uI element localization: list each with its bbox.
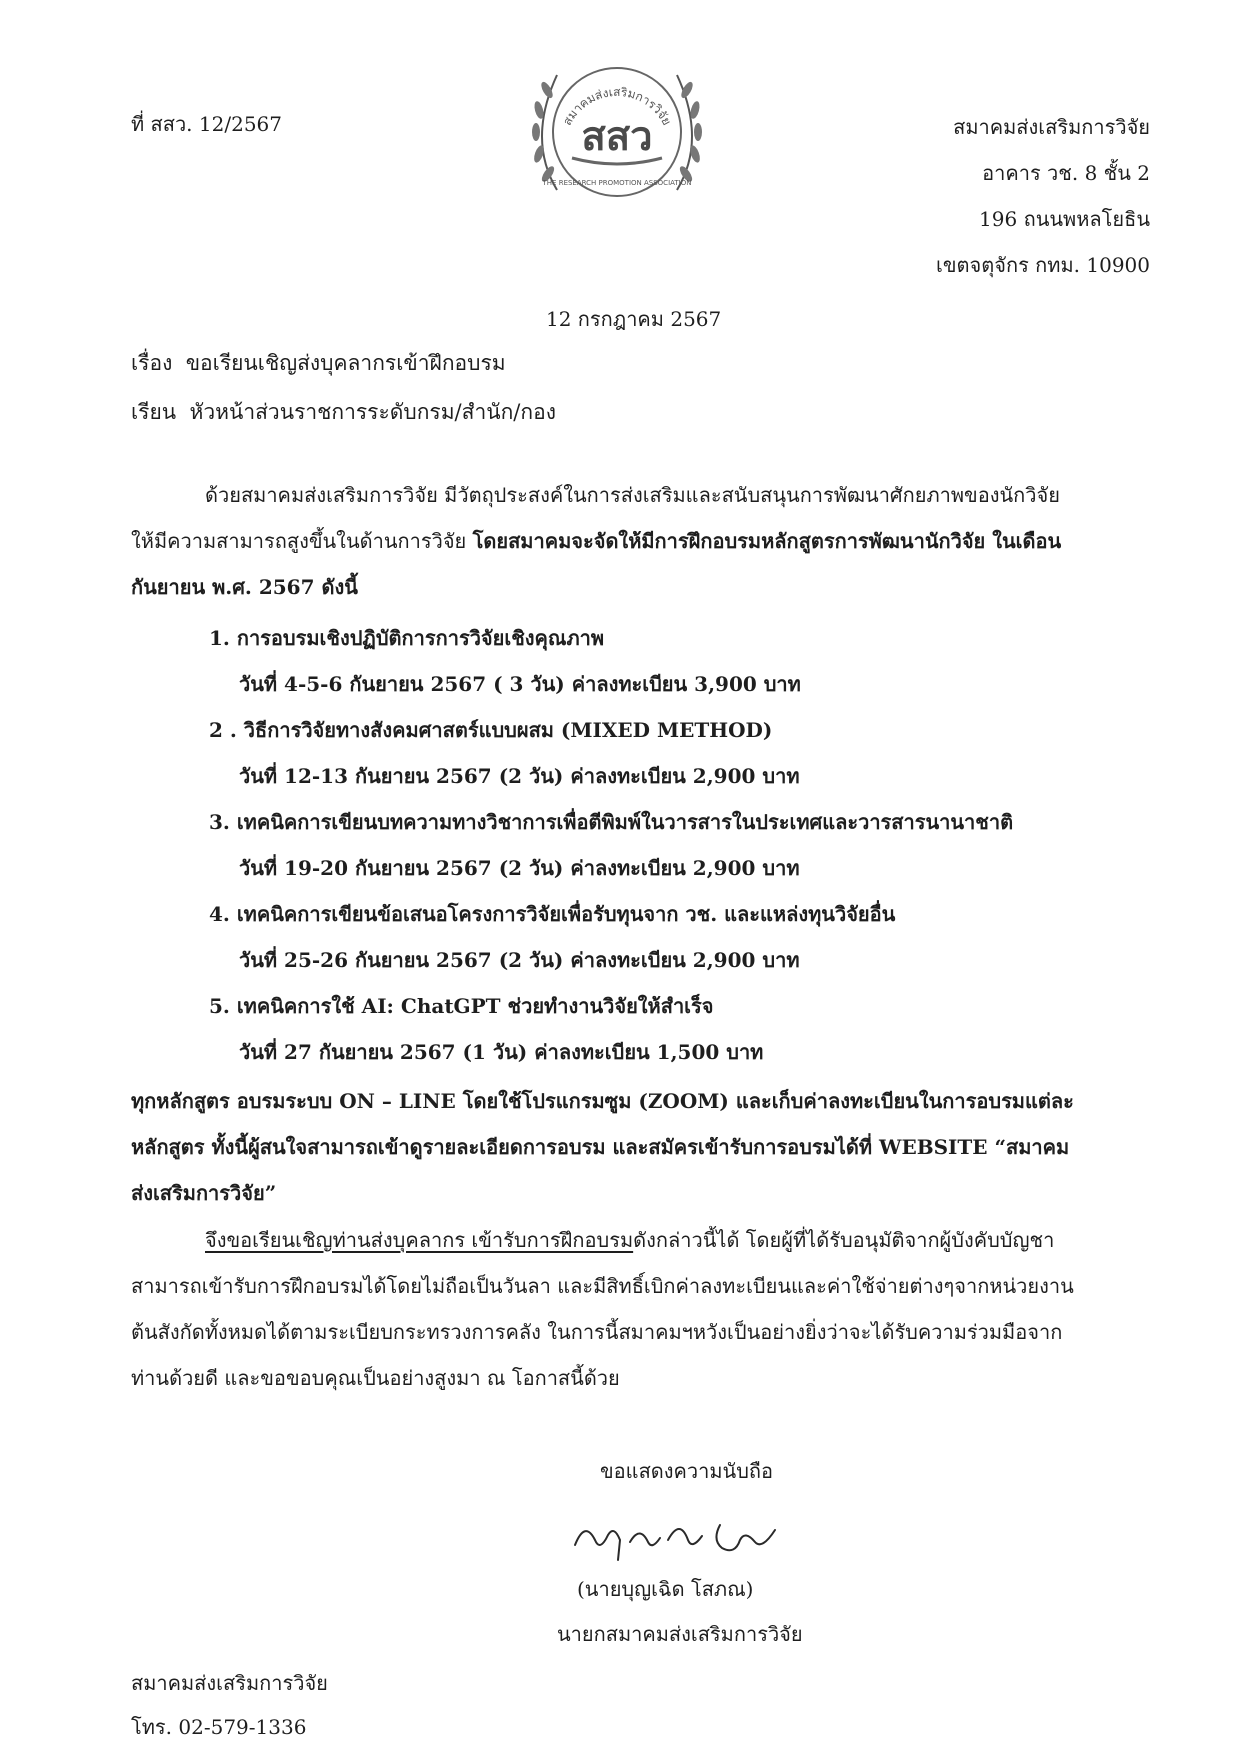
- subject-line: [131, 347, 506, 380]
- sender-address: [936, 104, 1150, 288]
- reference-number: ที่ สสว. 12/2567: [131, 112, 282, 136]
- course-item: [209, 707, 800, 799]
- online-note-line: ส่งเสริมการวิจัย”: [131, 1181, 277, 1205]
- logo-english-arc: THE RESEARCH PROMOTION ASSOCIATION: [542, 179, 692, 187]
- invitation-line-part: ดังกล่าวนี้ได้ โดยผู้ที่ได้รับอนุมัติจากผู้บังคับบัญชา: [633, 1228, 1055, 1252]
- course-item: [209, 983, 763, 1075]
- logo-thai-arc: สมาคมส่งเสริมการวิจัย: [560, 84, 674, 128]
- course-detail: วันที่ 19-20 กันยายน 2567 (2 วัน) ค่าลงทะเบียน 2,900 บาท: [239, 856, 800, 880]
- recipient-label: เรียน: [131, 400, 177, 424]
- course-item: [209, 891, 895, 983]
- course-detail: วันที่ 25-26 กันยายน 2567 (2 วัน) ค่าลงทะเบียน 2,900 บาท: [239, 948, 800, 972]
- logo-abbreviation: สสว: [581, 114, 653, 160]
- course-title: 1. การอบรมเชิงปฏิบัติการการวิจัยเชิงคุณภาพ: [209, 626, 605, 650]
- signatory-name: (นายบุญเฉิด โสภณ): [577, 1577, 754, 1601]
- address-line: เขตจตุจักร กทม. 10900: [936, 253, 1150, 277]
- course-detail: วันที่ 27 กันยายน 2567 (1 วัน) ค่าลงทะเบียน 1,500 บาท: [239, 1040, 764, 1064]
- intro-line: ด้วยสมาคมส่งเสริมการวิจัย มีวัตถุประสงค์ในการส่งเสริมและสนับสนุนการพัฒนาศักยภาพของนักวิจัย: [205, 483, 1060, 507]
- invitation-line: สามารถเข้ารับการฝึกอบรมได้โดยไม่ถือเป็นวันลา และมีสิทธิ์เบิกค่าลงทะเบียนและค่าใช้จ่ายต่างๆจากหน่วยงาน: [131, 1274, 1074, 1298]
- closing-salutation: ขอแสดงความนับถือ: [600, 1459, 774, 1483]
- signatory-position: นายกสมาคมส่งเสริมการวิจัย: [557, 1622, 803, 1646]
- course-item: [209, 615, 801, 707]
- recipient-text: หัวหน้าส่วนราชการระดับกรม/สำนัก/กอง: [189, 400, 556, 424]
- course-title: 3. เทคนิคการเขียนบทความทางวิชาการเพื่อตีพิมพ์ในวารสารในประเทศและวารสารนานาชาติ: [209, 810, 1014, 834]
- online-note: [131, 1078, 1151, 1216]
- address-line: สมาคมส่งเสริมการวิจัย: [953, 115, 1150, 139]
- footer-phone: โทร. 02-579-1336: [131, 1715, 307, 1739]
- signature-image: [570, 1500, 790, 1570]
- footer-organization: สมาคมส่งเสริมการวิจัย: [131, 1671, 328, 1695]
- recipient-line: [131, 396, 556, 429]
- course-title: 2 . วิธีการวิจัยทางสังคมศาสตร์แบบผสม (MIXED METHOD): [209, 718, 773, 742]
- subject-label: เรื่อง: [131, 351, 173, 375]
- course-detail: วันที่ 12-13 กันยายน 2567 (2 วัน) ค่าลงทะเบียน 2,900 บาท: [239, 764, 800, 788]
- invitation-line: ท่านด้วยดี และขอขอบคุณเป็นอย่างสูงมา ณ โอกาสนี้ด้วย: [131, 1366, 620, 1390]
- online-note-line: ทุกหลักสูตร อบรมระบบ ON – LINE โดยใช้โปรแกรมซูม (ZOOM) และเก็บค่าลงทะเบียนในการอบรมแต่ละ: [131, 1089, 1074, 1113]
- invitation-line: ต้นสังกัดทั้งหมดได้ตามระเบียบกระทรวงการคลัง ในการนี้สมาคมฯหวังเป็นอย่างยิ่งว่าจะได้รับความร่วมมือจาก: [131, 1320, 1063, 1344]
- online-note-line: หลักสูตร ทั้งนี้ผู้สนใจสามารถเข้าดูรายละเอียดการอบรม และสมัครเข้ารับการอบรมได้ที่ WEBSITE “สมาคม: [131, 1135, 1070, 1159]
- course-detail: วันที่ 4-5-6 กันยายน 2567 ( 3 วัน) ค่าลงทะเบียน 3,900 บาท: [239, 672, 801, 696]
- invitation-paragraph: [131, 1217, 1151, 1401]
- invitation-underlined: จึงขอเรียนเชิญท่านส่งบุคลากร เข้ารับการฝึกอบรม: [205, 1228, 634, 1252]
- intro-line-part: ให้มีความสามารถสูงขึ้นในด้านการวิจัย: [131, 529, 473, 553]
- intro-line: [131, 518, 1151, 564]
- association-logo: [517, 50, 717, 210]
- course-item: [209, 799, 1013, 891]
- subject-text: ขอเรียนเชิญส่งบุคลากรเข้าฝึกอบรม: [185, 351, 506, 375]
- address-line: อาคาร วช. 8 ชั้น 2: [982, 161, 1150, 185]
- invitation-line: [131, 1217, 1151, 1263]
- intro-line-part-bold: โดยสมาคมจะจัดให้มีการฝึกอบรมหลักสูตรการพัฒนานักวิจัย ในเดือน: [472, 529, 1062, 553]
- intro-paragraph: [131, 472, 1151, 610]
- course-title: 5. เทคนิคการใช้ AI: ChatGPT ช่วยทำงานวิจัยให้สำเร็จ: [209, 994, 714, 1018]
- intro-line: กันยายน พ.ศ. 2567 ดังนี้: [131, 575, 358, 599]
- address-line: 196 ถนนพหลโยธิน: [979, 207, 1150, 231]
- course-title: 4. เทคนิคการเขียนข้อเสนอโครงการวิจัยเพื่อรับทุนจาก วช. และแหล่งทุนวิจัยอื่น: [209, 902, 896, 926]
- letter-date: 12 กรกฎาคม 2567: [546, 307, 722, 331]
